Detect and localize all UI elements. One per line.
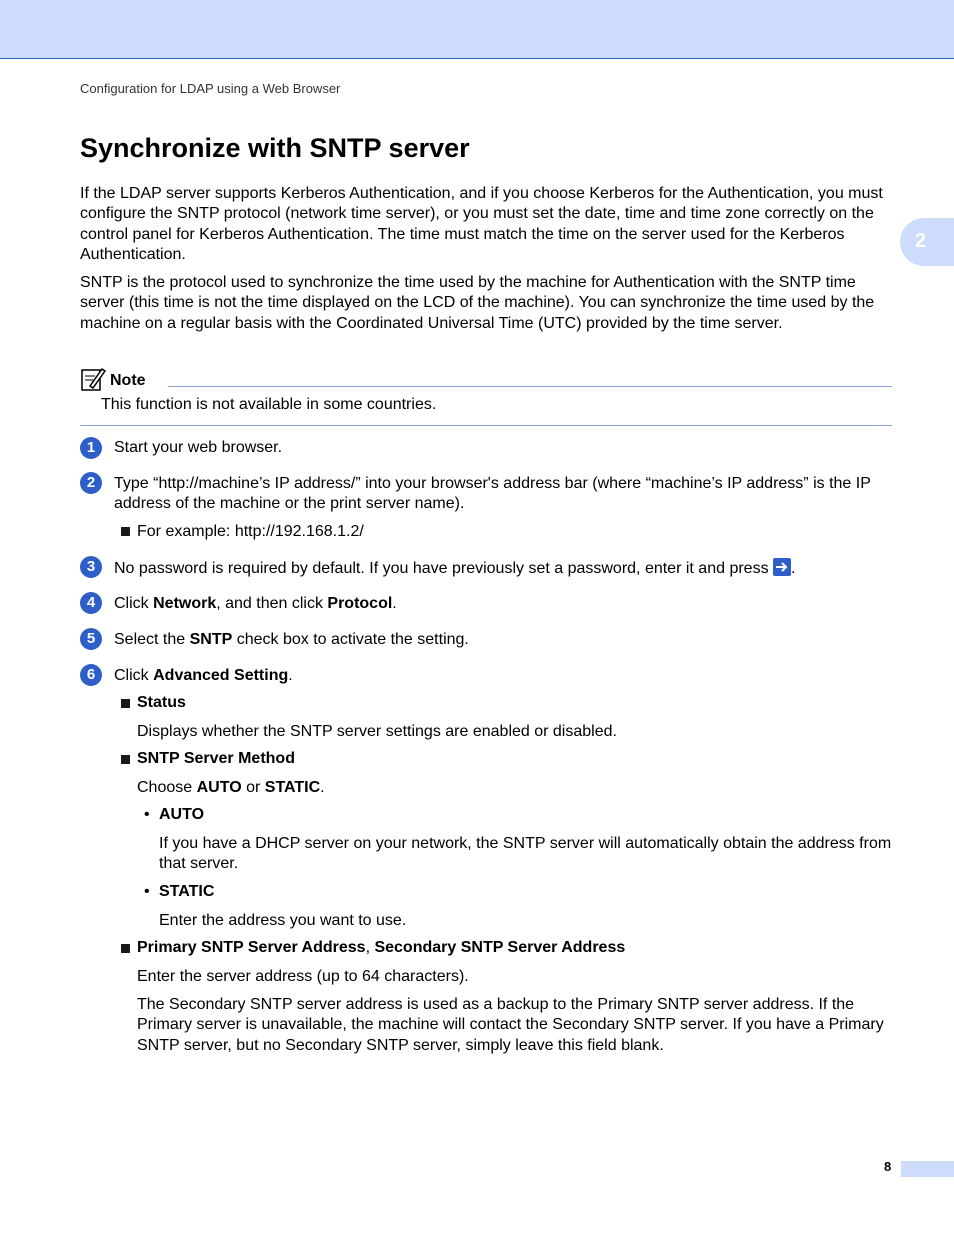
bullet-dot: •: [144, 806, 150, 823]
step-6-badge: 6: [80, 664, 102, 686]
running-head: Configuration for LDAP using a Web Browser: [80, 81, 341, 96]
intro-paragraph-1: If the LDAP server supports Kerberos Authentication, and if you choose Kerberos for the Authentication, you must configure the SNTP protocol (network time server), or you must set the date, time and time zone correctly on the control panel for Kerberos Authentication. The time must match the time on the server used for the Kerberos Authentication.: [80, 185, 883, 263]
step-1-badge: 1: [80, 437, 102, 459]
address-description-1: Enter the server address (up to 64 characters).: [137, 968, 469, 985]
square-bullet: [121, 527, 130, 536]
sntp-address-heading: Primary SNTP Server Address, Secondary SNTP Server Address: [137, 939, 626, 956]
status-heading: Status: [137, 694, 186, 711]
step-5-badge: 5: [80, 628, 102, 650]
note-divider-top: [168, 386, 892, 387]
step-1-text: Start your web browser.: [114, 439, 283, 456]
static-heading: STATIC: [159, 883, 215, 900]
sntp-method-choose: Choose AUTO or STATIC.: [137, 779, 325, 796]
step-3-period: .: [791, 560, 796, 577]
step-3-body: No password is required by default. If you have previously set a password, enter it and press: [114, 560, 769, 577]
sntp-label: SNTP: [189, 631, 233, 648]
chapter-number: 2: [915, 230, 927, 252]
page-title: Synchronize with SNTP server: [80, 133, 470, 163]
auto-description: If you have a DHCP server on your network, the SNTP server will automatically obtain the address from that server.: [159, 835, 892, 873]
step-4-badge: 4: [80, 592, 102, 614]
chapter-tab: [900, 218, 954, 266]
step-2-text: Type “http://machine’s IP address/” into your browser's address bar (where “machine’s IP address” is the IP address of the machine or the print server name).: [114, 475, 871, 513]
page-number: 8: [884, 1159, 892, 1174]
note-label: Note: [110, 372, 146, 389]
step-5-text: Select the SNTP check box to activate the setting.: [114, 631, 469, 648]
footer-band: [901, 1161, 954, 1177]
intro-paragraph-2: SNTP is the protocol used to synchronize the time used by the machine for Authentication with the SNTP time server (this time is not the time displayed on the LCD of the machine). You can synchronize the time used by the machine on a regular basis with the Coordinated Universal Time (UTC) provided by the time server.: [80, 274, 875, 332]
square-bullet: [121, 699, 130, 708]
auto-heading: AUTO: [159, 806, 205, 823]
top-header-band: [0, 0, 954, 59]
network-label: Network: [153, 595, 217, 612]
note-text: This function is not available in some countries.: [101, 396, 437, 413]
protocol-label: Protocol: [327, 595, 393, 612]
advanced-setting-label: Advanced Setting: [153, 667, 289, 684]
step-2-badge: 2: [80, 472, 102, 494]
address-description-2: The Secondary SNTP server address is used as a backup to the Primary SNTP server address. If the Primary server is unavailable, the machine will contact the Secondary SNTP server. If you have a Primary SNTP server, but no Secondary SNTP server, simply leave this field blank.: [137, 996, 884, 1054]
step-3-text: [114, 558, 892, 579]
step-3-badge: 3: [80, 556, 102, 578]
step-6-text: Click Advanced Setting.: [114, 667, 293, 684]
square-bullet: [121, 944, 130, 953]
static-description: Enter the address you want to use.: [159, 912, 407, 929]
step-4-text: Click Network, and then click Protocol.: [114, 595, 397, 612]
square-bullet: [121, 755, 130, 764]
enter-arrow-icon: [773, 558, 791, 576]
status-description: Displays whether the SNTP server settings are enabled or disabled.: [137, 723, 617, 740]
bullet-dot: •: [144, 883, 150, 900]
note-divider-bottom: [80, 425, 892, 426]
sntp-method-heading: SNTP Server Method: [137, 750, 295, 767]
step-2-example: For example: http://192.168.1.2/: [137, 523, 364, 540]
note-pencil-icon: [80, 366, 106, 392]
